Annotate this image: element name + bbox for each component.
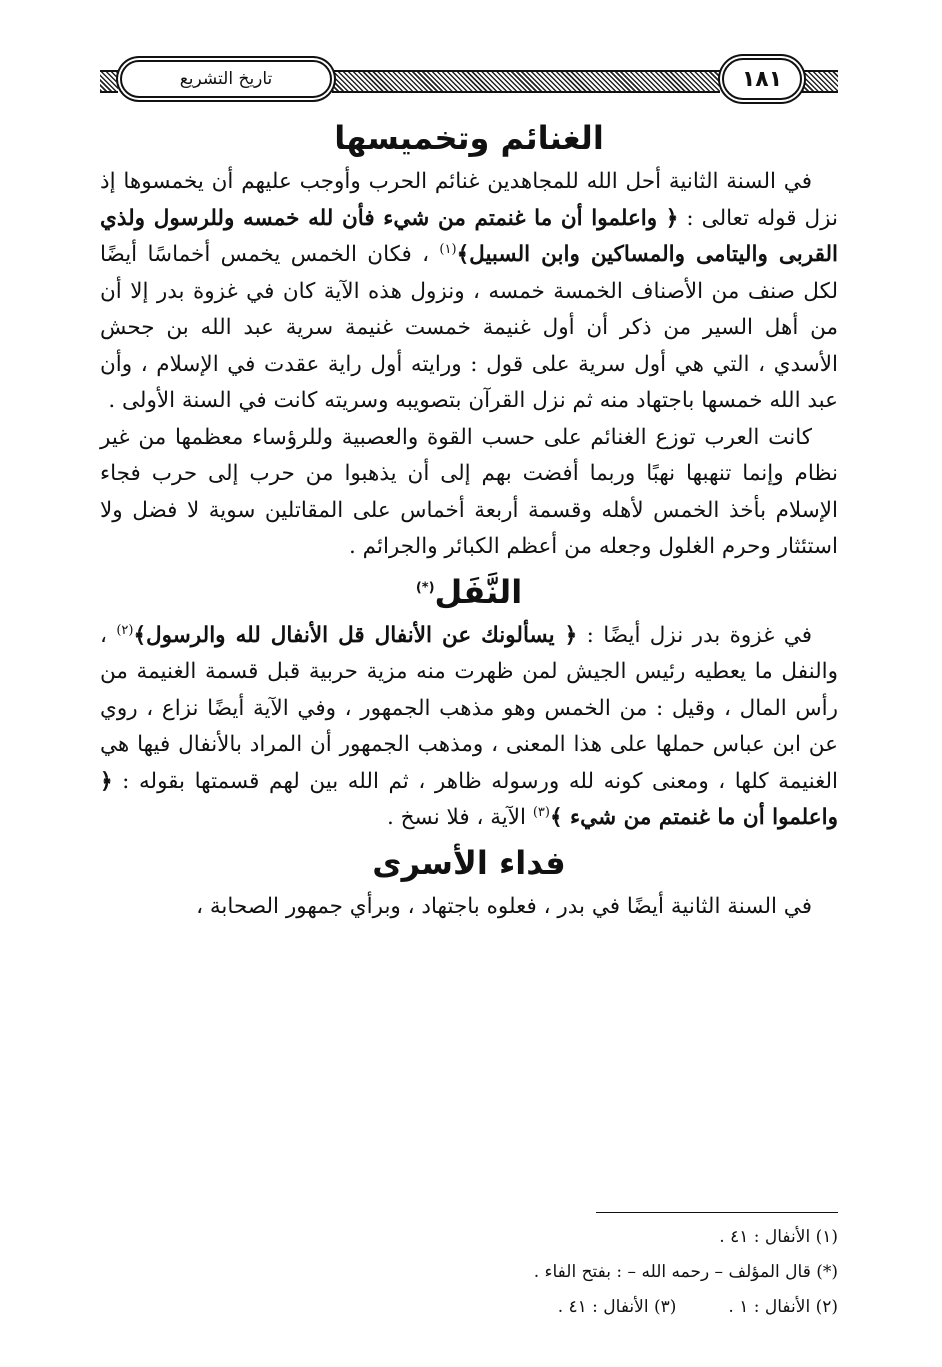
quran-quote: ﴿ واعلموا أن ما غنمتم من شيء ﴾ — [100, 768, 838, 830]
footnote-2: (٢) الأنفال : ١ . — [728, 1297, 838, 1317]
section-title-text: النَّفَل — [434, 572, 523, 611]
paragraph-text: ، والنفل ما يعطيه رئيس الجيش لمن ظهرت منه مزية حربية قبل قسمة الغنيمة من رأس المال ، وقيل : من الخمس وهو مذهب الجمهور ، وفي الآية أيضًا نزاع ، روي عن ابن عباس حملها على هذا المعنى ، ومذهب الجمهور أن المراد بالأنفال فيها هي الغنيمة كلها ، ومعنى كونه لله ورسوله ظاهر ، ثم الله بين لهم قسمتها بقوله : — [100, 622, 838, 794]
paragraph-arab-distribution — [100, 420, 838, 566]
section-title-spoils: الغنائم وتخميسها — [334, 119, 604, 157]
footnote-1: (١) الأنفال : ٤١ . — [719, 1227, 838, 1247]
paragraph-text: الآية ، فلا نسخ . — [386, 805, 533, 830]
header-ornament-left — [100, 70, 118, 93]
header-ornament-middle — [332, 70, 720, 93]
paragraph-nafal — [100, 618, 838, 837]
page-body — [100, 112, 838, 925]
footnote-ref: (٣) — [532, 804, 550, 820]
footnote-ref: (٢) — [116, 622, 134, 638]
section-title-ransom: فداء الأسرى — [372, 843, 566, 882]
running-title: تاريخ التشريع — [120, 60, 332, 98]
footnote-separator — [596, 1212, 838, 1213]
running-header — [100, 56, 838, 102]
paragraph-spoils-fifth — [100, 164, 838, 420]
quran-quote: ﴿ يسألونك عن الأنفال قل الأنفال لله والرسول﴾ — [133, 622, 578, 648]
header-ornament-right — [802, 70, 838, 93]
footnote-3: (٣) الأنفال : ٤١ . — [557, 1297, 677, 1317]
footnote-ref: (١) — [439, 241, 457, 257]
quran-quote: ﴿ واعلموا أن ما غنمتم من شيء فأن لله خمسه وللرسول ولذي القربى واليتامى والمساكين وابن السبيل﴾ — [100, 205, 839, 267]
paragraph-ransom — [100, 889, 838, 926]
section-title-nafal — [100, 566, 838, 618]
footnotes — [100, 1220, 838, 1325]
paragraph-text: كانت العرب توزع الغنائم على حسب القوة والعصبية وللرؤساء معظمها من غير نظام وإنما تنهبها نهبًا وربما أفضت بهم إلى أن يذهبوا من حرب إلى حرب فجاء الإسلام بأخذ الخمس لأهله وقسمة أربعة أخماس على المقاتلين سوية لا فضل ولا استئثار وحرم الغلول وجعله من أعظم الكبائر والجرائم . — [100, 424, 838, 559]
paragraph-text: في السنة الثانية أحل الله للمجاهدين غنائم الحرب وأوجب عليهم أن يخمسوها إذ نزل قوله تعالى : — [100, 169, 838, 231]
paragraph-text: في السنة الثانية أيضًا في بدر ، فعلوه باجتهاد ، وبرأي جمهور الصحابة ، — [196, 893, 812, 919]
footnote-2-3 — [100, 1290, 838, 1325]
paragraph-text: ، فكان الخمس يخمس أخماسًا أيضًا لكل صنف من الأصناف الخمسة خمسه ، ونزول هذه الآية كان في غزوة بدر إلا أن من أهل السير من ذكر أن أول غنيمة خمست غنيمة سرية عبد الله بن جحش الأسدي ، التي هي أول سرية على قول : ورايته أول راية عقدت في الإسلام ، وأن عبد الله خمسها باجتهاد منه ثم نزل القرآن بتصويبه وسريته كانت في السنة الأولى . — [100, 242, 838, 413]
footnote-star: (*) قال المؤلف – رحمه الله – : بفتح الفاء . — [533, 1262, 838, 1282]
paragraph-text: في غزوة بدر نزل أيضًا : — [577, 622, 812, 648]
page-number: ١٨١ — [722, 58, 802, 100]
footnote-ref: (*) — [415, 579, 435, 595]
